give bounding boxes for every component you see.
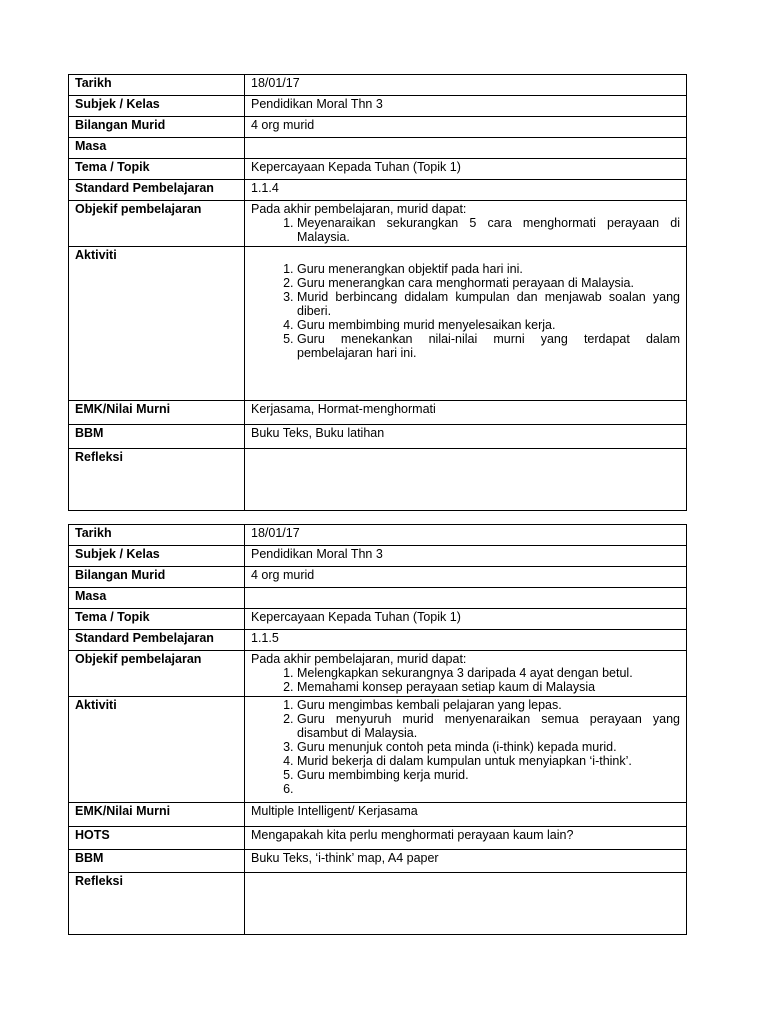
emk-label: EMK/Nilai Murni: [69, 803, 245, 827]
aktiviti-item: 2. Guru menyuruh murid menyenaraikan semua perayaan yang disambut di Malaysia.: [297, 712, 680, 740]
aktiviti-label: Aktiviti: [69, 697, 245, 803]
aktiviti-item: 2. Guru menerangkan cara menghormati perayaan di Malaysia.: [297, 276, 680, 290]
emk-value: Multiple Intelligent/ Kerjasama: [245, 803, 687, 827]
aktiviti-item: 3. Guru menunjuk contoh peta minda (i-think) kepada murid.: [297, 740, 680, 754]
aktiviti-item: 5. Guru membimbing kerja murid.: [297, 768, 680, 782]
tema-value: Kepercayaan Kepada Tuhan (Topik 1): [245, 159, 687, 180]
objektif-list: [251, 666, 680, 694]
row-hots: [69, 827, 687, 850]
row-standard: [69, 180, 687, 201]
subjek-label: Subjek / Kelas: [69, 546, 245, 567]
masa-value: [245, 588, 687, 609]
bbm-value: Buku Teks, ‘i-think’ map, A4 paper: [245, 850, 687, 873]
lesson-plan-table-2: [68, 524, 687, 935]
subjek-label: Subjek / Kelas: [69, 96, 245, 117]
refleksi-value: [245, 873, 687, 935]
tarikh-value: 18/01/17: [245, 525, 687, 546]
bilangan-label: Bilangan Murid: [69, 567, 245, 588]
subjek-value: Pendidikan Moral Thn 3: [245, 96, 687, 117]
bbm-value: Buku Teks, Buku latihan: [245, 425, 687, 449]
aktiviti-item: 1. Guru menerangkan objektif pada hari ini.: [297, 262, 680, 276]
row-aktiviti: [69, 247, 687, 401]
standard-value: 1.1.5: [245, 630, 687, 651]
aktiviti-item: [297, 782, 680, 796]
aktiviti-item: 1. Guru mengimbas kembali pelajaran yang lepas.: [297, 698, 680, 712]
aktiviti-item: 5. Guru menekankan nilai-nilai murni yang terdapat dalam pembelajaran hari ini.: [297, 332, 680, 360]
row-standard: [69, 630, 687, 651]
objektif-label: Objekif pembelajaran: [69, 201, 245, 247]
emk-label: EMK/Nilai Murni: [69, 401, 245, 425]
refleksi-value: [245, 449, 687, 511]
row-objektif: [69, 651, 687, 697]
row-refleksi: [69, 873, 687, 935]
row-emk: [69, 803, 687, 827]
aktiviti-list: [251, 698, 680, 796]
tarikh-label: Tarikh: [69, 75, 245, 96]
row-subjek: [69, 546, 687, 567]
row-tarikh: [69, 75, 687, 96]
objektif-intro: Pada akhir pembelajaran, murid dapat:: [251, 652, 467, 666]
objektif-intro: Pada akhir pembelajaran, murid dapat:: [251, 202, 467, 216]
row-bilangan: [69, 567, 687, 588]
masa-label: Masa: [69, 138, 245, 159]
row-tarikh: [69, 525, 687, 546]
standard-label: Standard Pembelajaran: [69, 180, 245, 201]
aktiviti-list: [251, 262, 680, 360]
aktiviti-item: 4. Guru membimbing murid menyelesaikan kerja.: [297, 318, 680, 332]
row-bilangan: [69, 117, 687, 138]
aktiviti-item: 3. Murid berbincang didalam kumpulan dan menjawab soalan yang diberi.: [297, 290, 680, 318]
row-refleksi: [69, 449, 687, 511]
standard-label: Standard Pembelajaran: [69, 630, 245, 651]
row-masa: [69, 138, 687, 159]
objektif-item: 1. Meyenaraikan sekurangkan 5 cara menghormati perayaan di Malaysia.: [297, 216, 680, 244]
bilangan-value: 4 org murid: [245, 567, 687, 588]
bilangan-value: 4 org murid: [245, 117, 687, 138]
aktiviti-label: Aktiviti: [69, 247, 245, 401]
aktiviti-value: [245, 247, 687, 401]
lesson-plan-table-1: [68, 74, 687, 511]
tema-label: Tema / Topik: [69, 159, 245, 180]
bilangan-label: Bilangan Murid: [69, 117, 245, 138]
objektif-list: [251, 216, 680, 244]
objektif-item: 1. Melengkapkan sekurangnya 3 daripada 4 ayat dengan betul.: [297, 666, 680, 680]
row-bbm: [69, 425, 687, 449]
row-emk: [69, 401, 687, 425]
standard-value: 1.1.4: [245, 180, 687, 201]
bbm-label: BBM: [69, 850, 245, 873]
objektif-label: Objekif pembelajaran: [69, 651, 245, 697]
emk-value: Kerjasama, Hormat-menghormati: [245, 401, 687, 425]
subjek-value: Pendidikan Moral Thn 3: [245, 546, 687, 567]
row-tema: [69, 609, 687, 630]
aktiviti-item: 4. Murid bekerja di dalam kumpulan untuk menyiapkan ‘i-think’.: [297, 754, 680, 768]
row-bbm: [69, 850, 687, 873]
row-tema: [69, 159, 687, 180]
hots-value: Mengapakah kita perlu menghormati perayaan kaum lain?: [245, 827, 687, 850]
tema-value: Kepercayaan Kepada Tuhan (Topik 1): [245, 609, 687, 630]
tarikh-label: Tarikh: [69, 525, 245, 546]
hots-label: HOTS: [69, 827, 245, 850]
bbm-label: BBM: [69, 425, 245, 449]
masa-value: [245, 138, 687, 159]
masa-label: Masa: [69, 588, 245, 609]
tarikh-value: 18/01/17: [245, 75, 687, 96]
row-subjek: [69, 96, 687, 117]
objektif-item: 2. Memahami konsep perayaan setiap kaum di Malaysia: [297, 680, 680, 694]
row-masa: [69, 588, 687, 609]
refleksi-label: Refleksi: [69, 873, 245, 935]
row-objektif: [69, 201, 687, 247]
refleksi-label: Refleksi: [69, 449, 245, 511]
objektif-value: [245, 651, 687, 697]
objektif-value: [245, 201, 687, 247]
row-aktiviti: [69, 697, 687, 803]
aktiviti-value: [245, 697, 687, 803]
tema-label: Tema / Topik: [69, 609, 245, 630]
